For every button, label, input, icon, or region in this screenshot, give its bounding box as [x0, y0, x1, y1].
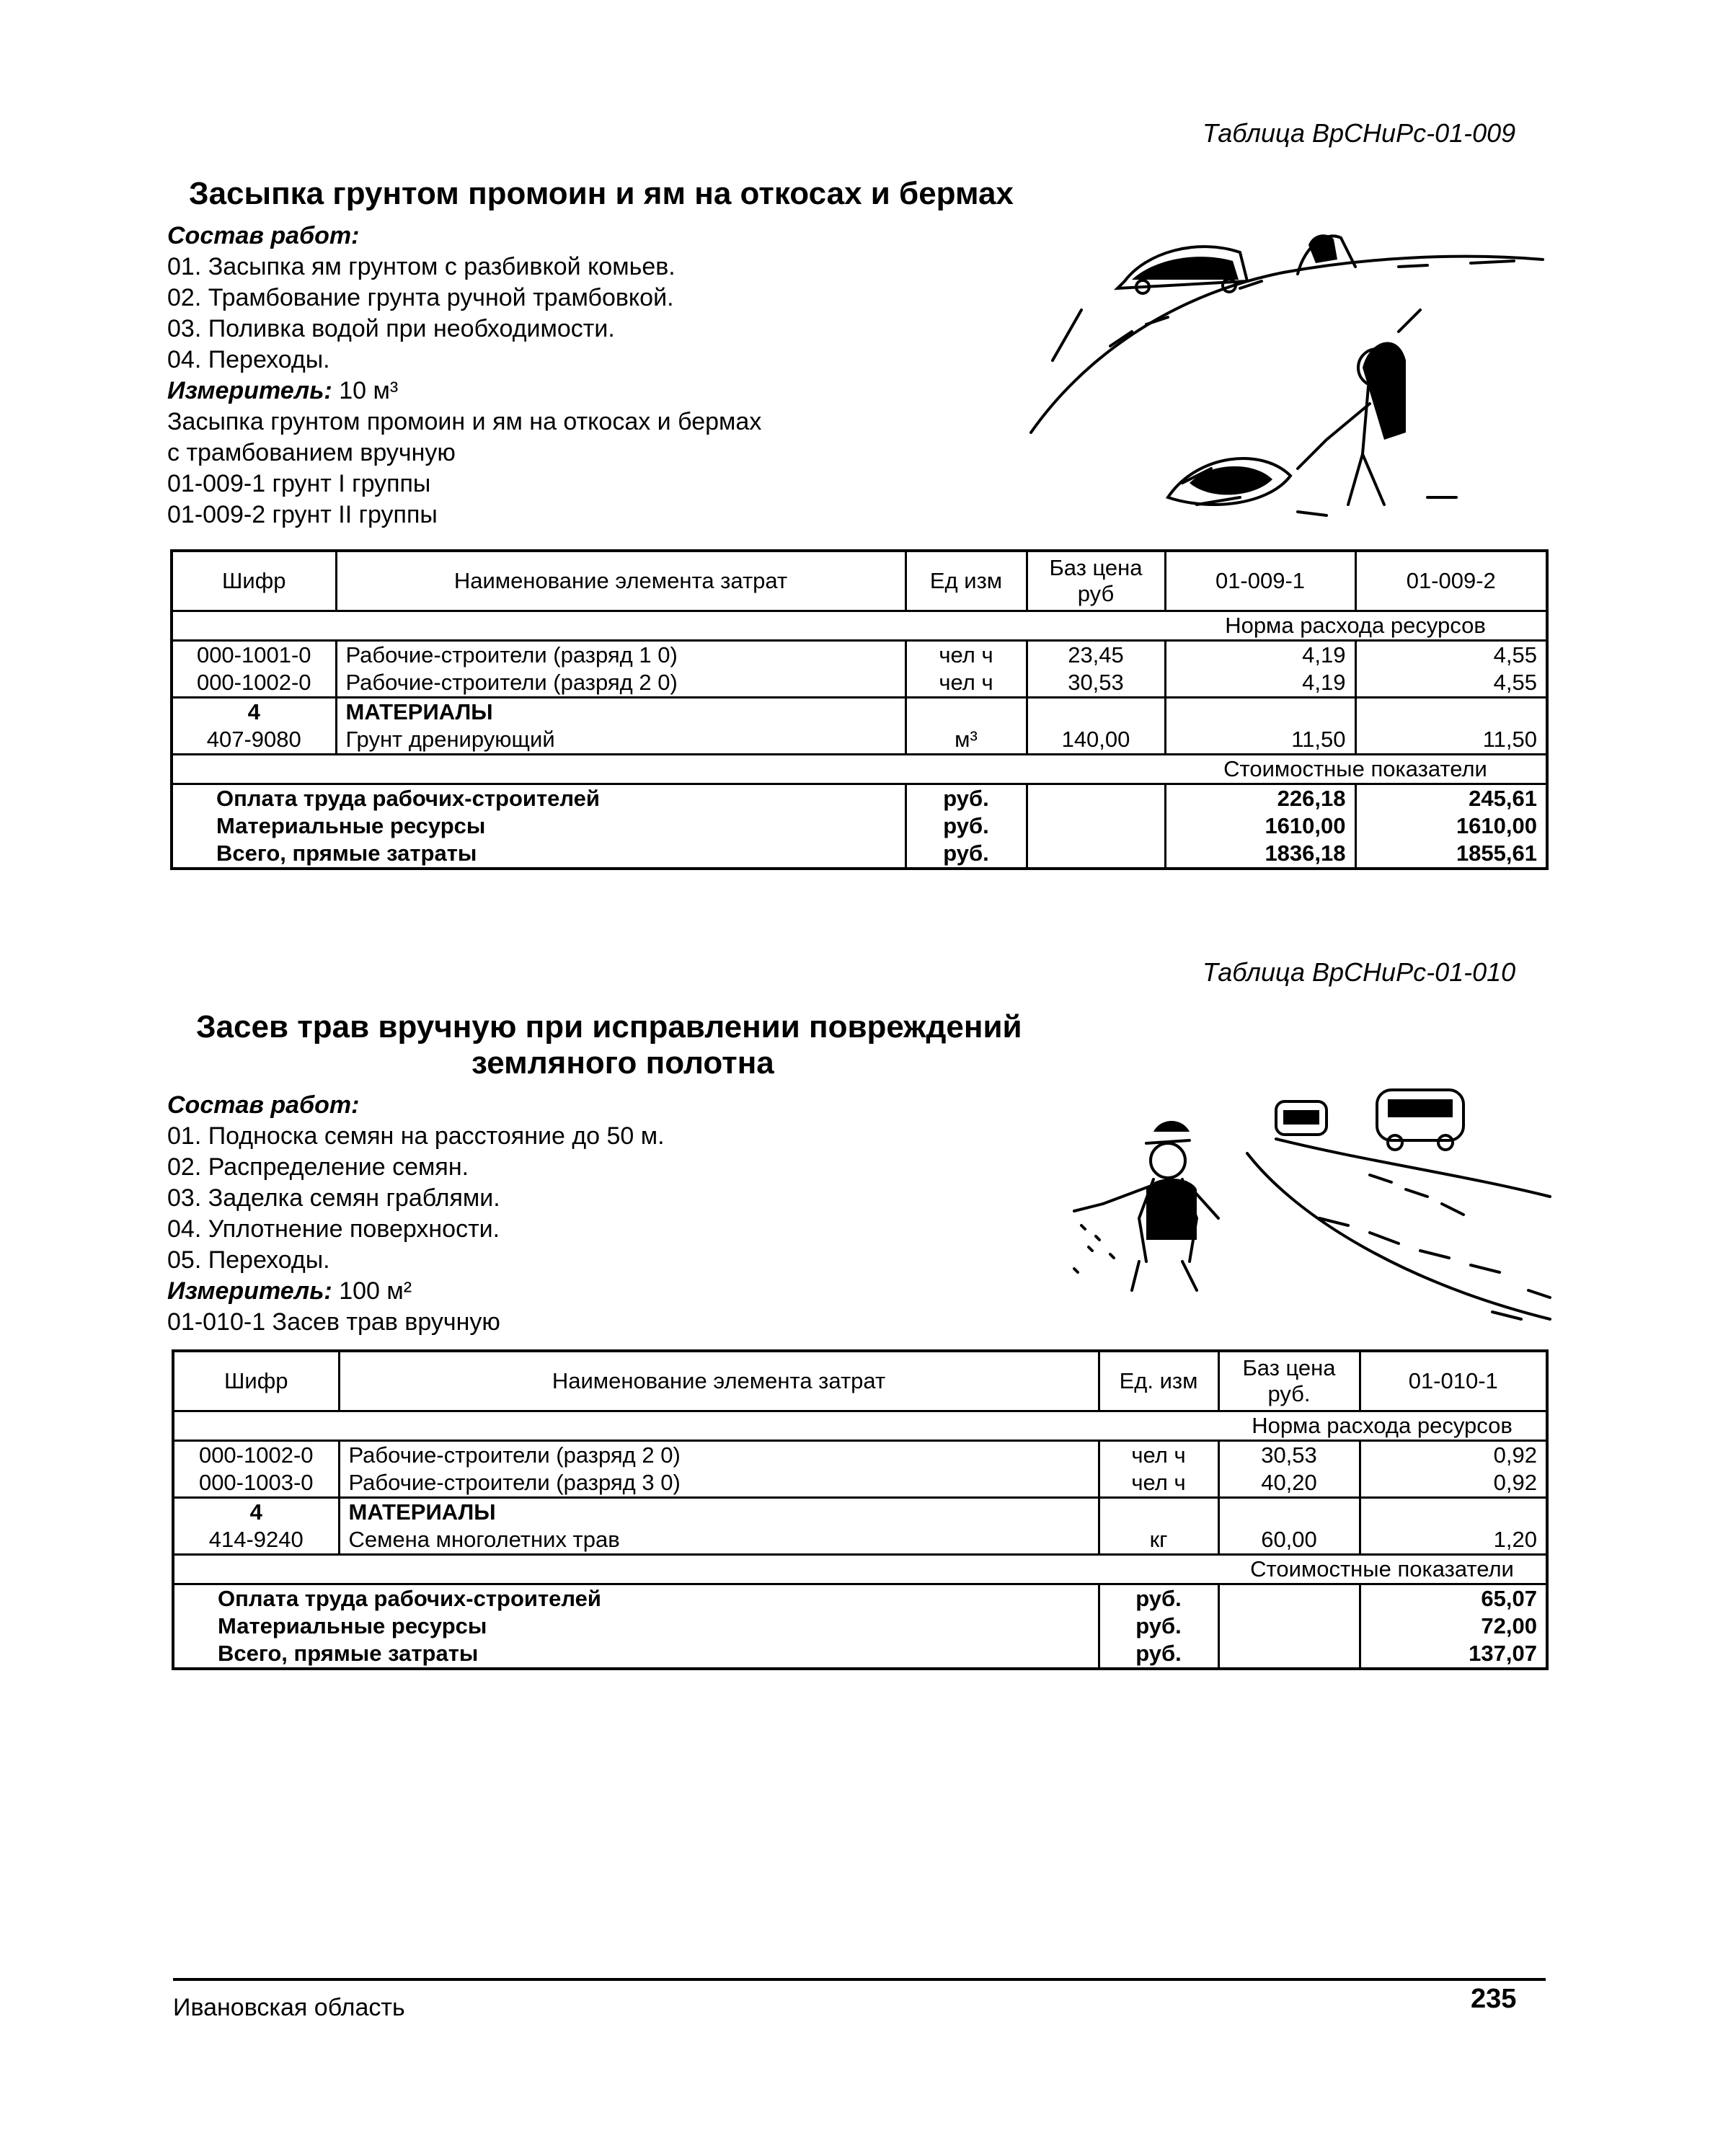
cell-value: 245,61: [1469, 786, 1537, 811]
table-row: [172, 698, 1547, 755]
variant-line: 01-009-1 грунт I группы: [167, 470, 431, 497]
step-item: 01. Подноска семян на расстояние до 50 м.: [167, 1122, 665, 1150]
header-col: 01-009-2: [1355, 551, 1547, 611]
cell-value: 1855,61: [1456, 841, 1537, 866]
labor-names: [339, 1441, 1099, 1498]
cell-unit: чел ч: [1131, 1470, 1186, 1495]
composition-label: Состав работ:: [167, 222, 360, 249]
section-row: [173, 1411, 1547, 1441]
section-spacer: [172, 755, 1165, 784]
table-row: [172, 784, 1547, 869]
header-unit: Ед. изм: [1099, 1351, 1218, 1411]
workers-on-slope-illustration: [1024, 195, 1557, 533]
material-unit: [905, 698, 1027, 755]
labor-prices: [1218, 1441, 1360, 1498]
section-row: [172, 755, 1547, 784]
cost-label: Стоимостные показатели: [1218, 1555, 1547, 1584]
header-price-text: Баз цена руб: [1049, 555, 1143, 606]
cell-price: 23,45: [1068, 642, 1124, 668]
cell-value: 0,92: [1493, 1442, 1537, 1468]
step-item: 03. Заделка семян граблями.: [167, 1184, 500, 1212]
meter-line: [167, 376, 761, 407]
section-row: [173, 1555, 1547, 1584]
variant-line: 01-009-2 грунт II группы: [167, 501, 438, 528]
variant-line: 01-010-1 Засев трав вручную: [167, 1308, 500, 1336]
cell-code: 4: [249, 1499, 262, 1525]
sowing-worker-illustration: [1060, 1074, 1557, 1334]
description-line: Засыпка грунтом промоин и ям на откосах и бермах: [167, 408, 762, 435]
cell-price: 60,00: [1261, 1527, 1317, 1552]
cell-name: МАТЕРИАЛЫ: [348, 1499, 496, 1525]
cell-code: 000-1001-0: [196, 642, 311, 668]
cell-price: 30,53: [1068, 670, 1124, 695]
norm-label: Норма расхода ресурсов: [1165, 611, 1547, 641]
cell-unit: руб.: [1135, 1613, 1182, 1638]
cell-value: 11,50: [1291, 727, 1346, 752]
total-names: [172, 784, 905, 869]
cell-price: 40,20: [1261, 1470, 1317, 1495]
total-units: [1099, 1584, 1218, 1669]
header-name: Наименование элемента затрат: [339, 1351, 1099, 1411]
step-item: 02. Распределение семян.: [167, 1153, 469, 1181]
cell-name: Всего, прямые затраты: [216, 841, 477, 866]
header-price: [1027, 551, 1165, 611]
header-col: 01-010-1: [1360, 1351, 1547, 1411]
cell-value: 226,18: [1277, 786, 1346, 811]
cell-value: 72,00: [1481, 1613, 1537, 1638]
cell-value: 137,07: [1469, 1641, 1537, 1666]
step-item: 04. Переходы.: [167, 346, 330, 373]
labor-units: [905, 641, 1027, 698]
composition-label: Состав работ:: [167, 1091, 360, 1119]
meter-value: 100 м²: [339, 1277, 412, 1305]
section-spacer: [173, 1411, 1218, 1441]
cell-name: Рабочие-строители (разряд 3 0): [348, 1470, 681, 1495]
cell-name: Материальные ресурсы: [216, 813, 486, 838]
labor-col1: [1360, 1441, 1547, 1498]
header-price-text: Баз цена руб.: [1242, 1355, 1336, 1406]
labor-col2: [1355, 641, 1547, 698]
cell-value: 4,55: [1493, 670, 1537, 695]
material-unit: [1099, 1498, 1218, 1555]
labor-codes: [173, 1441, 339, 1498]
cell-value: 1610,00: [1456, 813, 1537, 838]
footer-region: Ивановская область: [173, 1994, 405, 2021]
table-row: [173, 1584, 1547, 1669]
table-header-row: [173, 1351, 1547, 1411]
cell-unit: чел ч: [1131, 1442, 1186, 1468]
material-col1: [1165, 698, 1355, 755]
material-col2: [1355, 698, 1547, 755]
cell-code: 4: [247, 699, 260, 724]
material-price: [1027, 698, 1165, 755]
cell-code: 000-1002-0: [198, 1442, 314, 1468]
step-item: 02. Трамбование грунта ручной трамбовкой.: [167, 284, 674, 311]
step-item: 01. Засыпка ям грунтом с разбивкой комьев.: [167, 253, 676, 280]
meter-label: Измеритель:: [167, 1277, 332, 1305]
total-names: [173, 1584, 1099, 1669]
cell-name: Рабочие-строители (разряд 1 0): [345, 642, 678, 668]
meter-value: 10 м³: [339, 377, 399, 404]
cell-name: Оплата труда рабочих-строителей: [218, 1586, 601, 1611]
cell-unit: м³: [955, 727, 978, 752]
cost-table: [170, 549, 1549, 870]
cell-value: 1,20: [1493, 1527, 1537, 1552]
cost-label: Стоимостные показатели: [1165, 755, 1547, 784]
cell-name: Семена многолетних трав: [348, 1527, 620, 1552]
header-code: Шифр: [172, 551, 336, 611]
cell-value: 11,50: [1482, 727, 1537, 752]
labor-units: [1099, 1441, 1218, 1498]
section-row: [172, 611, 1547, 641]
table-row: [172, 641, 1547, 698]
cell-name: Рабочие-строители (разряд 2 0): [348, 1442, 681, 1468]
cell-value: 4,19: [1302, 670, 1346, 695]
header-code: Шифр: [173, 1351, 339, 1411]
total-col1: [1165, 784, 1355, 869]
norm-label: Норма расхода ресурсов: [1218, 1411, 1547, 1441]
material-names: [339, 1498, 1099, 1555]
labor-col1: [1165, 641, 1355, 698]
footer-rule: [173, 1978, 1546, 1981]
material-col1: [1360, 1498, 1547, 1555]
cell-unit: чел ч: [939, 642, 993, 668]
section-title: Засев трав вручную при исправлении повреждений: [196, 1009, 1022, 1045]
composition-block: [167, 1090, 665, 1338]
cell-unit: чел ч: [939, 670, 993, 695]
total-units: [905, 784, 1027, 869]
header-col: 01-009-1: [1165, 551, 1355, 611]
labor-prices: [1027, 641, 1165, 698]
cell-unit: кг: [1149, 1527, 1168, 1552]
cell-unit: руб.: [943, 841, 989, 866]
header-name: Наименование элемента затрат: [336, 551, 905, 611]
cell-value: 1836,18: [1265, 841, 1346, 866]
cell-code: 414-9240: [208, 1527, 304, 1552]
material-codes: [172, 698, 336, 755]
step-item: 04. Уплотнение поверхности.: [167, 1215, 500, 1243]
composition-block: [167, 221, 761, 531]
labor-codes: [172, 641, 336, 698]
step-item: 05. Переходы.: [167, 1246, 330, 1274]
cell-name: Рабочие-строители (разряд 2 0): [345, 670, 678, 695]
cost-table: [172, 1349, 1549, 1670]
cell-value: 0,92: [1493, 1470, 1537, 1495]
page-number: 235: [1471, 1984, 1517, 2014]
description-line: с трамбованием вручную: [167, 439, 456, 466]
cell-code: 000-1002-0: [196, 670, 311, 695]
cell-unit: руб.: [1135, 1641, 1182, 1666]
table-ref: Таблица ВрСНиРс-01-010: [1203, 957, 1516, 987]
cell-name: МАТЕРИАЛЫ: [345, 699, 493, 724]
material-price: [1218, 1498, 1360, 1555]
meter-line: [167, 1276, 665, 1307]
cell-value: 4,19: [1302, 642, 1346, 668]
table-row: [173, 1441, 1547, 1498]
step-item: 03. Поливка водой при необходимости.: [167, 315, 615, 342]
cell-price: 30,53: [1261, 1442, 1317, 1468]
section-title-line2: земляного полотна: [471, 1045, 774, 1081]
cell-name: Материальные ресурсы: [218, 1613, 487, 1638]
total-price: [1218, 1584, 1360, 1669]
material-names: [336, 698, 905, 755]
section-spacer: [173, 1555, 1218, 1584]
header-unit: Ед изм: [905, 551, 1027, 611]
meter-label: Измеритель:: [167, 377, 332, 404]
cell-value: 4,55: [1493, 642, 1537, 668]
cell-value: 1610,00: [1265, 813, 1346, 838]
table-ref: Таблица ВрСНиРс-01-009: [1203, 118, 1516, 148]
material-codes: [173, 1498, 339, 1555]
cell-name: Грунт дренирующий: [345, 727, 555, 752]
total-col1: [1360, 1584, 1547, 1669]
cell-code: 407-9080: [206, 727, 301, 752]
cell-name: Оплата труда рабочих-строителей: [216, 786, 600, 811]
cell-unit: руб.: [943, 786, 989, 811]
total-price: [1027, 784, 1165, 869]
cell-value: 65,07: [1481, 1586, 1537, 1611]
header-price: [1218, 1351, 1360, 1411]
cell-unit: руб.: [943, 813, 989, 838]
table-row: [173, 1498, 1547, 1555]
section-title: Засыпка грунтом промоин и ям на откосах и бермах: [189, 176, 1014, 211]
section-spacer: [172, 611, 1165, 641]
cell-price: 140,00: [1061, 727, 1130, 752]
cell-unit: руб.: [1135, 1586, 1182, 1611]
table-header-row: [172, 551, 1547, 611]
cell-name: Всего, прямые затраты: [218, 1641, 479, 1666]
labor-names: [336, 641, 905, 698]
total-col2: [1355, 784, 1547, 869]
cell-code: 000-1003-0: [198, 1470, 314, 1495]
